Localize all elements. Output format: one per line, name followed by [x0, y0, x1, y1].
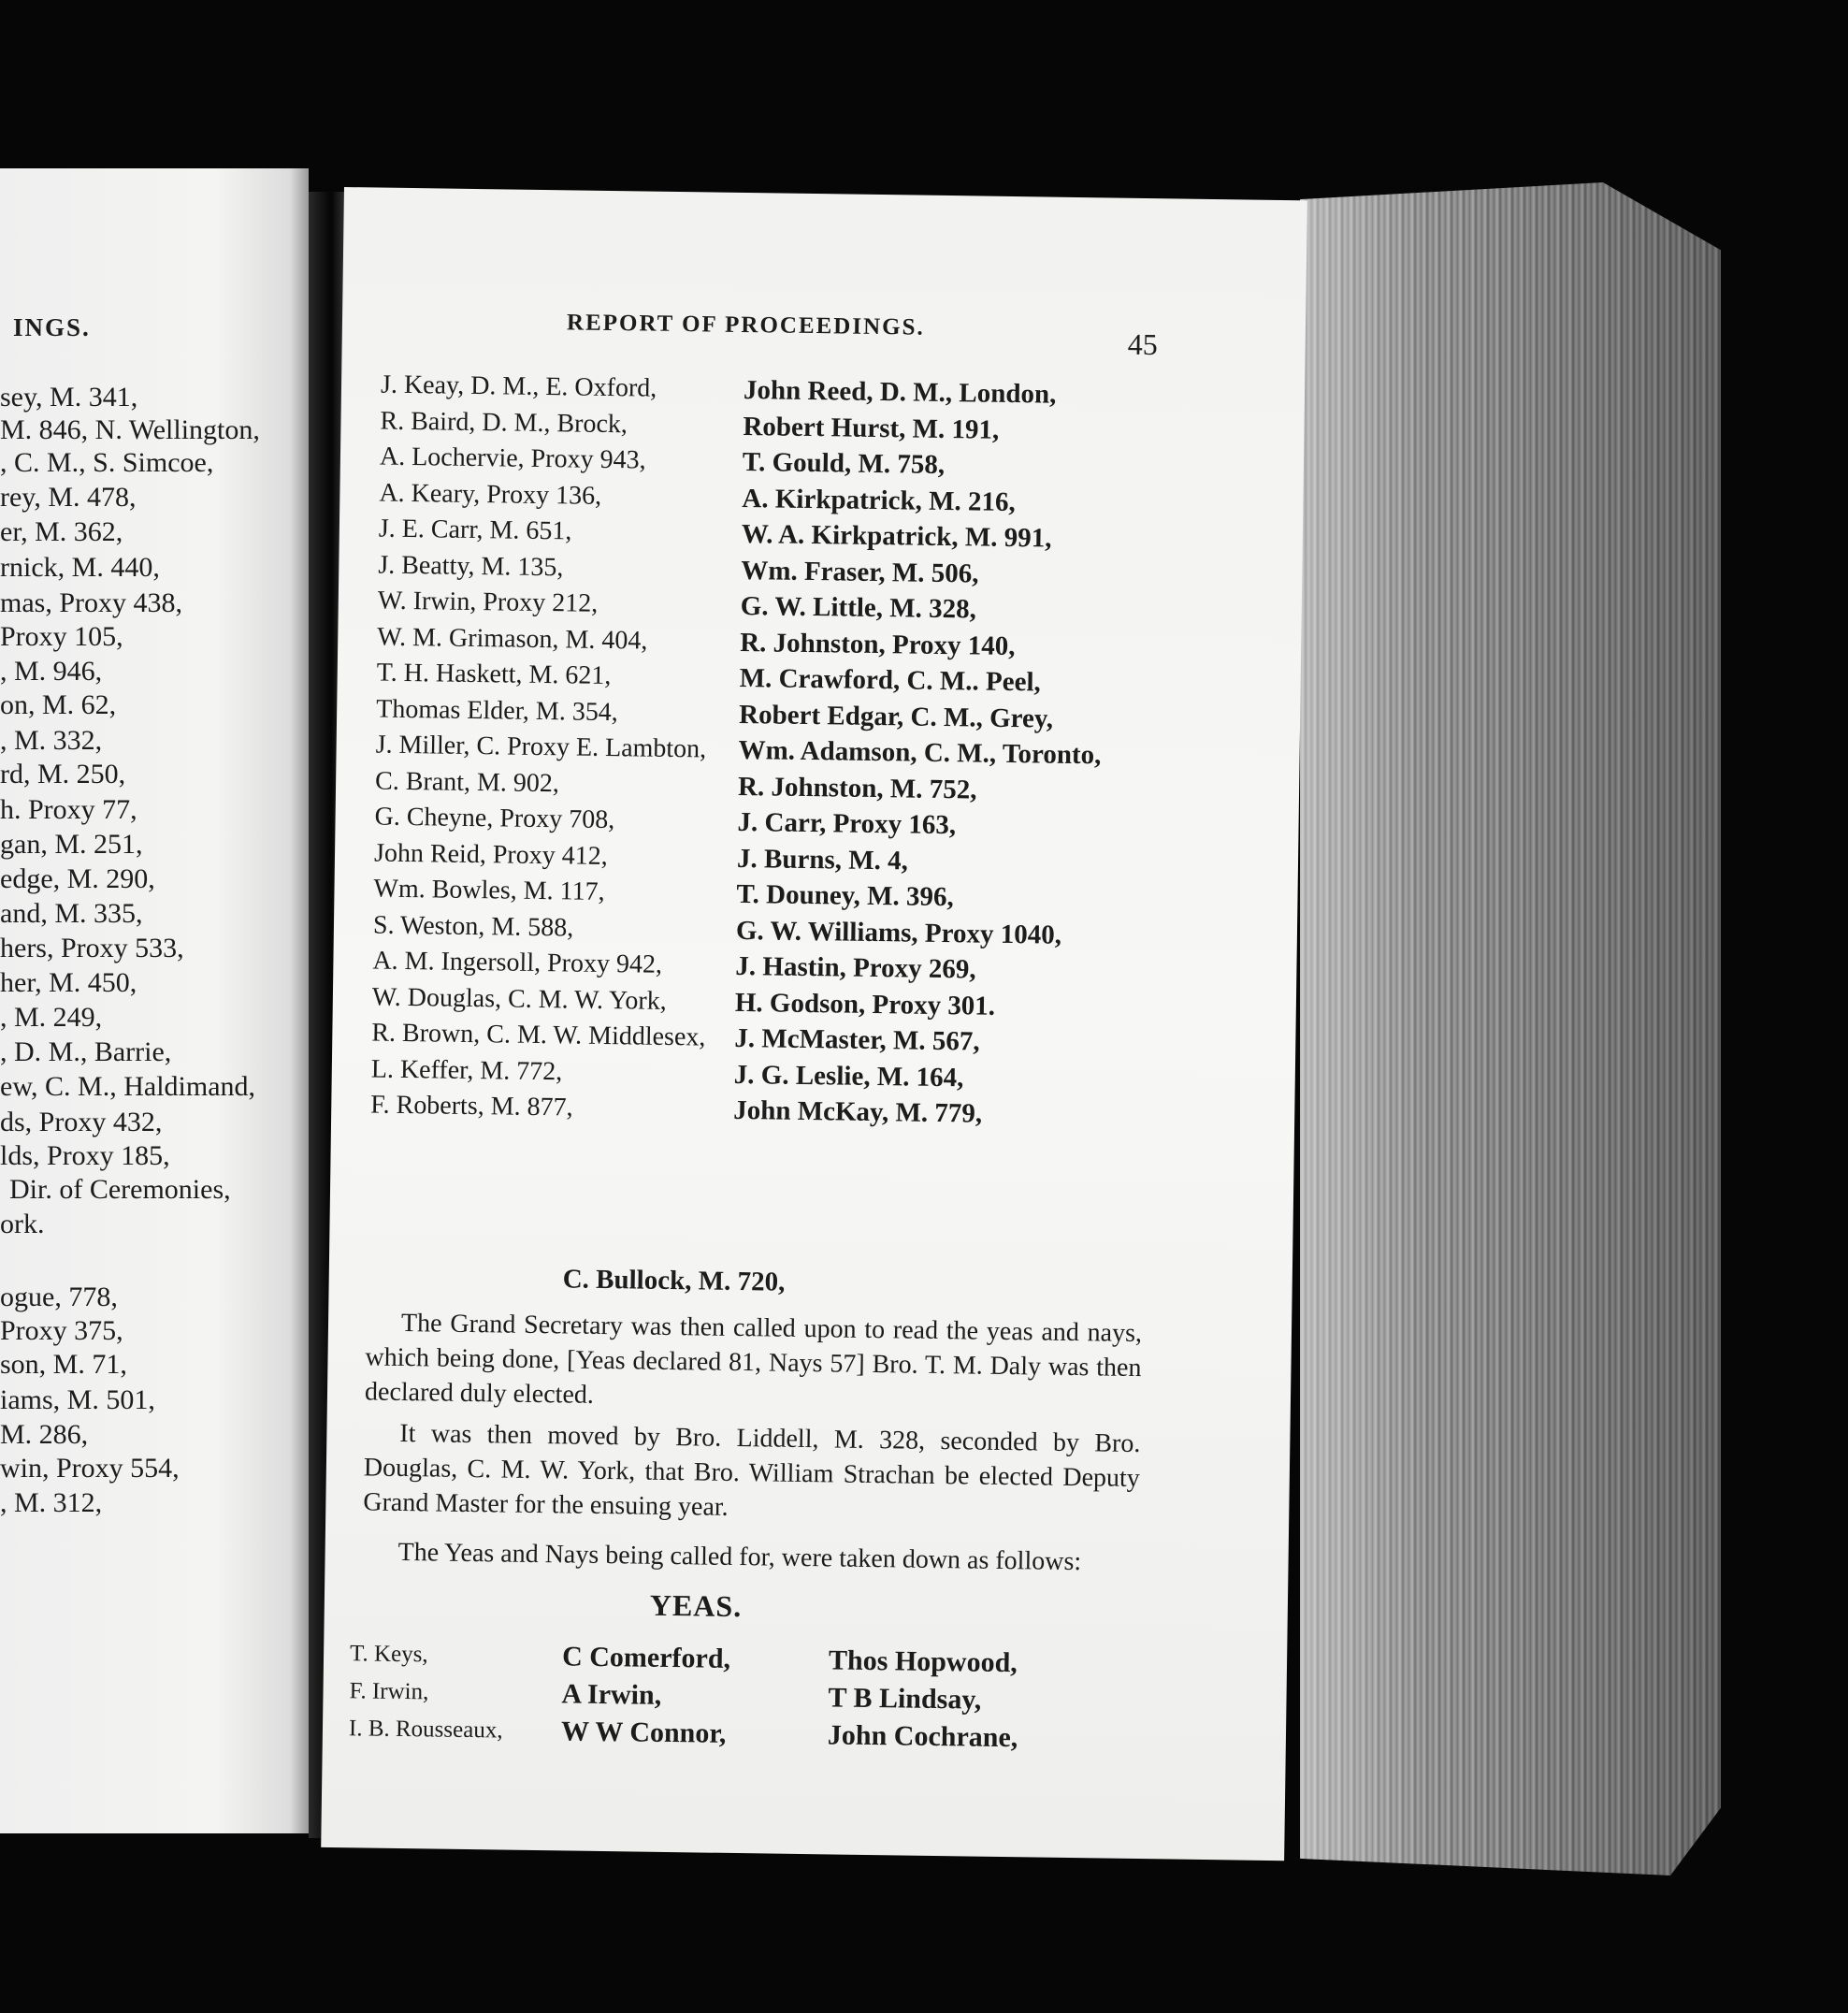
paragraph-yeas-nays: The Yeas and Nays being called for, were taken down as follows: [397, 1537, 1082, 1577]
left-page-line: gan, M. 251, [0, 829, 143, 860]
member-entry: S. Weston, M. 588, [372, 910, 574, 942]
left-page-line: ogue, 778, [0, 1282, 118, 1312]
member-entry: T. H. Haskett, M. 621, [376, 658, 612, 691]
left-page-line: , D. M., Barrie, [0, 1036, 172, 1067]
member-entry: J. G. Leslie, M. 164, [733, 1059, 964, 1093]
left-page-line: ds, Proxy 432, [0, 1107, 163, 1137]
member-entry: W. M. Grimason, M. 404, [377, 622, 648, 656]
paragraph-motion: It was then moved by Bro. Liddell, M. 328, seconded by Bro. Douglas, C. M. W. York, that Bro. William Strachan be elected Deputy Grand Master for the ensuing year. [363, 1418, 1141, 1522]
left-page-line: , M. 332, [0, 725, 103, 756]
right-page [321, 187, 1307, 1861]
member-entry: W. A. Kirkpatrick, M. 991, [741, 518, 1052, 554]
centered-member-entry: C. Bullock, M. 720, [562, 1264, 786, 1297]
yea-name: F. Irwin, [349, 1678, 429, 1705]
left-page-line: rey, M. 478, [0, 482, 137, 513]
left-page-line: on, M. 62, [0, 689, 117, 720]
left-page-line: and, M. 335, [0, 898, 143, 929]
left-page-line: ew, C. M., Haldimand, [0, 1071, 256, 1102]
member-entry: J. Burns, M. 4, [736, 843, 909, 876]
left-running-head: INGS. [13, 313, 91, 341]
left-page-line: M. 286, [0, 1419, 89, 1450]
left-page-line: hers, Proxy 533, [0, 933, 184, 963]
left-page-line: edge, M. 290, [0, 863, 155, 894]
member-entry: T. Gould, M. 758, [742, 446, 946, 480]
yeas-column-3 [828, 1642, 1019, 1757]
member-entry: Wm. Adamson, C. M., Toronto, [738, 734, 1102, 771]
member-entry: T. Douney, M. 396, [736, 878, 954, 913]
left-page [0, 168, 309, 1833]
member-entry: A. Kirkpatrick, M. 216, [742, 483, 1017, 517]
left-page-line: rnick, M. 440, [0, 552, 160, 583]
left-page-line: , C. M., S. Simcoe, [0, 447, 214, 478]
member-entry: Thomas Elder, M. 354, [376, 694, 619, 727]
left-page-line: win, Proxy 554, [0, 1453, 180, 1484]
left-page-line: , M. 249, [0, 1002, 103, 1033]
member-entry: L. Keffer, M. 772, [370, 1053, 563, 1086]
member-entry: C. Brant, M. 902, [374, 766, 560, 798]
left-page-line: Dir. of Ceremonies, [9, 1174, 231, 1205]
member-entry: A. Keary, Proxy 136, [379, 478, 602, 511]
left-page-line: ork. [0, 1209, 45, 1239]
left-page-line: mas, Proxy 438, [0, 587, 182, 618]
left-page-line: Proxy 105, [0, 621, 123, 652]
yea-name: T. Keys, [349, 1641, 428, 1668]
yeas-column-1 [349, 1635, 504, 1749]
member-entry: R. Johnston, Proxy 140, [740, 627, 1016, 661]
left-page-line: , M. 312, [0, 1487, 103, 1518]
left-page-line: lds, Proxy 185, [0, 1140, 170, 1171]
yea-name: T B Lindsay, [828, 1682, 982, 1716]
member-entry: John McKay, M. 779, [733, 1094, 983, 1129]
member-entry: W. Douglas, C. M. W. York, [371, 982, 667, 1016]
member-entry: H. Godson, Proxy 301. [734, 987, 996, 1021]
member-entry: A. M. Ingersoll, Proxy 942, [372, 946, 663, 979]
member-entry: M. Crawford, C. M.. Peel, [739, 662, 1042, 698]
left-page-line: rd, M. 250, [0, 759, 126, 789]
member-entry: R. Brown, C. M. W. Middlesex, [371, 1018, 706, 1052]
yea-name: Thos Hopwood, [828, 1644, 1018, 1679]
paragraph-election-result: The Grand Secretary was then called upon to read the yeas and nays, which being done, [Yeas declared 81, Nays 57] Bro. T. M. Daly was then declared duly elected. [364, 1308, 1143, 1410]
member-entry: G. W. Little, M. 328, [740, 590, 977, 625]
member-entry: W. Irwin, Proxy 212, [377, 586, 599, 618]
member-entry: Wm. Fraser, M. 506, [741, 555, 979, 589]
left-page-line: h. Proxy 77, [0, 794, 137, 825]
page-number: 45 [1127, 326, 1158, 362]
left-page-line: Proxy 375, [0, 1315, 123, 1346]
yea-name: W W Connor, [560, 1716, 727, 1749]
member-entry: J. E. Carr, M. 651, [378, 514, 572, 546]
running-head: REPORT OF PROCEEDINGS. [566, 310, 925, 340]
member-entry: J. Carr, Proxy 163, [737, 806, 957, 841]
left-page-line: iams, M. 501, [0, 1384, 155, 1415]
member-entry: Robert Edgar, C. M., Grey, [738, 699, 1054, 734]
yeas-heading: YEAS. [649, 1587, 743, 1624]
yea-name: C Comerford, [561, 1641, 731, 1674]
member-entry: G. Cheyne, Proxy 708, [374, 802, 615, 835]
left-page-line: M. 846, N. Wellington, [0, 414, 260, 445]
member-entry: Robert Hurst, M. 191, [743, 411, 1000, 445]
member-list-column-a [370, 368, 715, 1128]
member-entry: G. W. Williams, Proxy 1040, [735, 915, 1062, 950]
yea-name: A Irwin, [561, 1678, 662, 1711]
member-entry: J. Keay, D. M., E. Oxford, [380, 369, 657, 403]
left-page-line: sey, M. 341, [0, 382, 138, 413]
member-entry: Wm. Bowles, M. 117, [373, 874, 605, 906]
left-page-line: son, M. 71, [0, 1349, 127, 1380]
left-page-line: her, M. 450, [0, 967, 137, 998]
book-page-edges-shading [1300, 182, 1721, 1875]
member-entry: F. Roberts, M. 877, [370, 1090, 573, 1122]
yeas-column-2 [561, 1638, 731, 1753]
member-entry: J. Hastin, Proxy 269, [735, 950, 976, 985]
left-page-line: , M. 946, [0, 656, 103, 687]
member-entry: A. Lochervie, Proxy 943, [379, 442, 646, 475]
member-entry: J. Miller, C. Proxy E. Lambton, [375, 730, 707, 764]
member-entry: R. Baird, D. M., Brock, [380, 406, 628, 439]
member-entry: J. McMaster, M. 567, [734, 1022, 980, 1057]
member-entry: R. Johnston, M. 752, [737, 771, 977, 805]
yea-name: John Cochrane, [827, 1719, 1018, 1754]
member-entry: John Reid, Proxy 412, [373, 838, 608, 871]
member-list-column-b [733, 372, 1106, 1134]
member-entry: John Reed, D. M., London, [743, 374, 1057, 410]
left-page-line: er, M. 362, [0, 516, 123, 547]
yea-name: I. B. Rousseaux, [348, 1716, 503, 1744]
member-entry: J. Beatty, M. 135, [378, 550, 564, 582]
